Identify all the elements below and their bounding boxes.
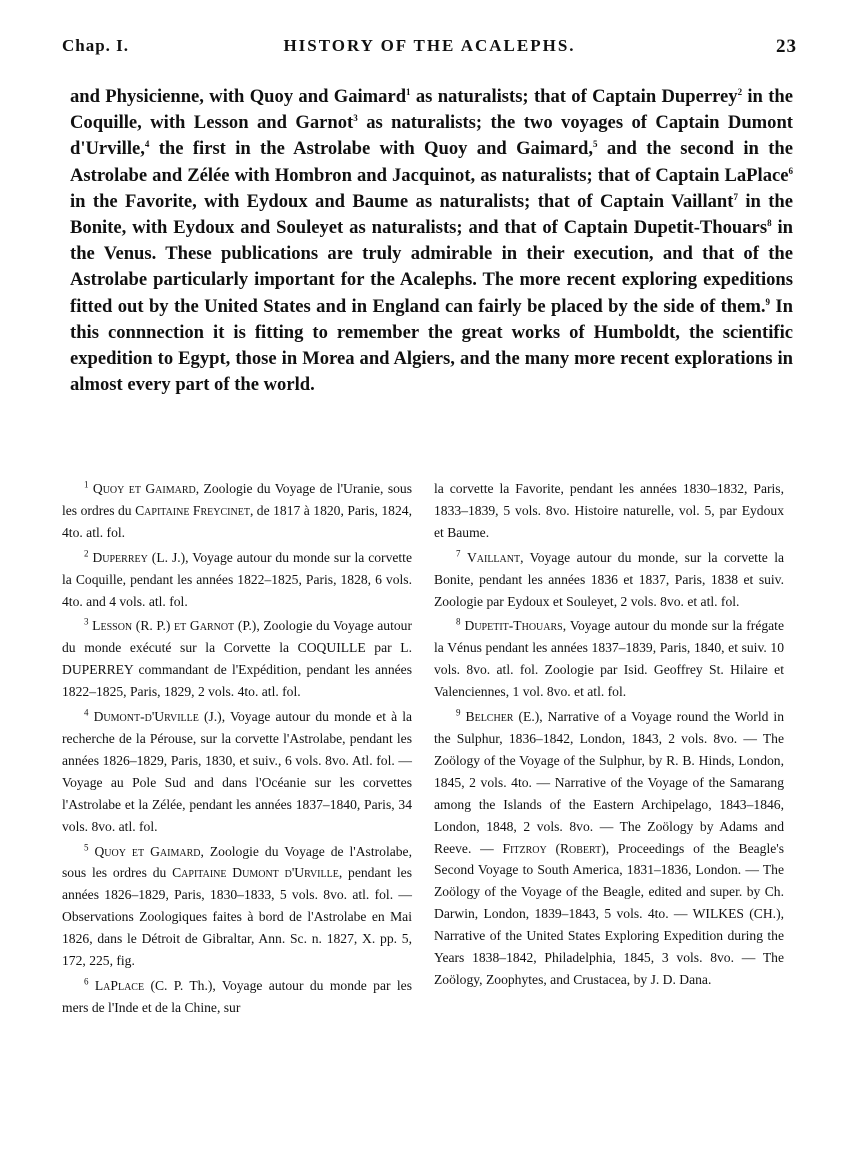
footnote-ref: 5 (593, 139, 598, 150)
footnote-3 (62, 615, 412, 703)
footnote-mark: 3 (84, 616, 89, 627)
main-paragraph (70, 84, 793, 398)
running-title: HISTORY OF THE ACALEPHS. (283, 36, 576, 55)
footnote-mark: 7 (456, 548, 461, 559)
footnote-text: , Voyage autour du monde sur la frégate la Vénus pendant les années 1837–1839, Paris, 1840, et suiv. 10 vols. 8vo. atl. fol. Zoologie par Isid. Geoffrey St. Hilaire et Valenciennes, 1 vol. 8vo. et atl. fol. (434, 618, 784, 700)
footnote-text: , Proceedings of the Beagle's Second Voyage to South America, 1831–1836, London. — The Zoölogy of the Voyage of the Beagle, edited and super. by Ch. Darwin, London, 1839–1843, 5 vols. 4to. — WILKES (CH.), Narrative of the United States Exploring Expedition during the Years 1838–1842, Philadelphia, 1845, 3 vols. 8vo. — The Zoölogy, Zoophytes, and Crustacea, by J. D. Dana. (434, 840, 784, 987)
footnote-mark: 8 (456, 616, 461, 627)
body-text-segment: in the Favorite, with Eydoux and Baume as naturalists; that of Captain Vaillant (70, 190, 734, 212)
page-number: 23 (776, 36, 797, 57)
body-text-segment: as naturalists; the two voyages of Captain Dumont d'Urville, (70, 112, 793, 160)
footnote-text: (P.), Zoologie du Voyage autour du monde exécuté sur la Corvette la COQUILLE par L. DUPERREY commandant de l'Expédition, pendant les années 1822–1825, Paris, 1829, 2 vols. 4to. atl. fol. (62, 618, 412, 700)
footnote-text: (J.), Voyage autour du monde et à la recherche de la Pérouse, sur la corvette l'Astrolabe, pendant les années 1826–1829, Paris, 1830, et suiv., 6 vols. 8vo. Atl. fol. — Voyage au Pole Sud and dans l'Océanie sur les corvettes l'Astrolabe et la Zélée, pendant les années 1837–1840, Paris, 34 vols. 8vo. atl. fol. (62, 709, 413, 834)
footnote-ref: 1 (406, 86, 411, 97)
footnote-ref: 4 (144, 139, 150, 150)
body-text-segment: In this connnection it is fitting to remember the great works of Humboldt, the scientific expedition to Egypt, those in Morea and Algiers, and the many more recent explorations in almost every part of the world. (70, 295, 793, 396)
footnote-text: (L. J.), Voyage autour du monde sur la corvette la Coquille, pendant les années 1822–1825, Paris, 1828, 6 vols. 4to. and 4 vols. atl. fol. (62, 549, 412, 609)
footnote-2 (62, 547, 412, 613)
footnote-text: la corvette la Favorite, pendant les années 1830–1832, Paris, 1833–1839, 5 vols. 8vo. Histoire naturelle, vol. 5, par Eydoux et Baume. (434, 481, 784, 540)
body-text-segment: as naturalists; that of Captain Duperrey (410, 86, 738, 107)
footnote-mark: 5 (84, 841, 89, 852)
body-text-segment: in the Bonite, with Eydoux and Souleyet as naturalists; and that of Captain Dupetit-Thouars (70, 190, 793, 239)
footnote-text: (E.), Narrative of a Voyage round the World in the Sulphur, 1836–1842, London, 1843, 2 vols. 8vo. — The Zoölogy of the Voyage of the Sulphur, by R. B. Hinds, London, 1845, 2 vols. 4to. — Narrative of the Voyage of the Samarang among the Islands of the Eastern Archipelago, 1843–1846, London, 1848, 2 vols. 8vo. — The Zoölogy by Adams and Reeve. — (434, 709, 784, 856)
running-head (62, 36, 797, 62)
footnote-ref: 8 (767, 217, 772, 228)
footnotes-right-column (434, 478, 784, 994)
body-text-segment: in the Coquille, with Lesson and Garnot (70, 86, 793, 134)
footnote-4 (62, 706, 412, 837)
footnote-8 (434, 615, 784, 703)
footnote-author: Belcher (465, 709, 514, 725)
footnote-author: Quoy et Gaimard (92, 481, 196, 496)
footnote-mark: 6 (84, 976, 89, 987)
body-text-segment: and the second in the Astrolabe and Zélée with Hombron and Jacquinot, as naturalists; that of Captain LaPlace (70, 138, 793, 186)
footnote-1 (62, 478, 412, 544)
footnote-author: LaPlace (94, 977, 145, 993)
footnote-author: Duperrey (92, 549, 148, 565)
footnote-mark: 2 (84, 548, 89, 559)
footnote-6-continued (434, 478, 784, 544)
footnote-author: Dupetit-Thouars (464, 618, 563, 634)
footnote-smallcaps: Capitaine Freycinet (135, 502, 250, 518)
body-text-segment: and Physicienne, with Quoy and Gaimard (70, 86, 407, 107)
footnote-mark: 4 (84, 707, 89, 718)
footnote-text: (R. P.) (132, 618, 175, 634)
footnote-6 (62, 975, 412, 1019)
footnote-ref: 6 (788, 165, 793, 176)
footnote-ref: 2 (737, 86, 743, 97)
footnotes (62, 478, 807, 1138)
footnote-smallcaps: et Garnot (174, 618, 235, 634)
footnote-author: Lesson (92, 618, 133, 634)
footnote-author: Vaillant (466, 549, 521, 565)
chapter-label: Chap. I. (62, 36, 130, 55)
footnote-mark: 9 (456, 707, 461, 718)
footnote-smallcaps: Fitzroy (Robert) (502, 840, 606, 856)
body-text-segment: the first in the Astrolabe with Quoy and Gaimard, (149, 138, 594, 160)
footnote-5 (62, 841, 412, 972)
footnote-text: , Voyage autour du monde, sur la corvette la Bonite, pendant les années 1836 et 1837, Paris, 1838 et suiv. Zoologie par Eydoux et Souleyet, 2 vols. 8vo. et atl. fol. (434, 549, 785, 609)
paragraph (70, 84, 793, 398)
footnote-7 (434, 547, 784, 613)
body-text-segment: in the Venus. These publications are truly admirable in their execution, and that of the Astrolabe particularly important for the Acalephs. The more recent exploring expeditions fitted out by the United States and in England can fairly be placed by the side of them. (70, 217, 794, 317)
footnote-author: Quoy et Gaimard (94, 843, 201, 859)
footnote-text: , de 1817 à 1820, Paris, 1824, 4to. atl. fol. (62, 502, 412, 540)
footnote-ref: 7 (733, 191, 738, 202)
footnote-ref: 9 (765, 296, 771, 307)
footnote-mark: 1 (84, 479, 89, 490)
footnote-smallcaps: Capitaine Dumont d'Urville (172, 865, 339, 881)
footnote-text: , Zoologie du Voyage de l'Astrolabe, sous les ordres du (62, 843, 412, 881)
footnote-text: , Zoologie du Voyage de l'Uranie, sous les ordres du (62, 481, 412, 518)
footnote-text: (C. P. Th.), Voyage autour du monde par les mers de l'Inde et de la Chine, sur (62, 977, 413, 1015)
footnote-ref: 3 (353, 113, 358, 124)
footnote-text: , pendant les années 1826–1829, Paris, 1830–1833, 5 vols. 8vo. atl. fol. — Observations Zoologiques faites à bord de l'Astrolabe en Mai 1826, dans le Détroit de Gibraltar, Ann. Sc. n. 1827, X. pp. 5, 172, 225, fig. (62, 865, 412, 969)
footnote-9 (434, 706, 784, 991)
footnote-author: Dumont-d'Urville (93, 709, 199, 725)
footnotes-left-column (62, 478, 412, 1022)
